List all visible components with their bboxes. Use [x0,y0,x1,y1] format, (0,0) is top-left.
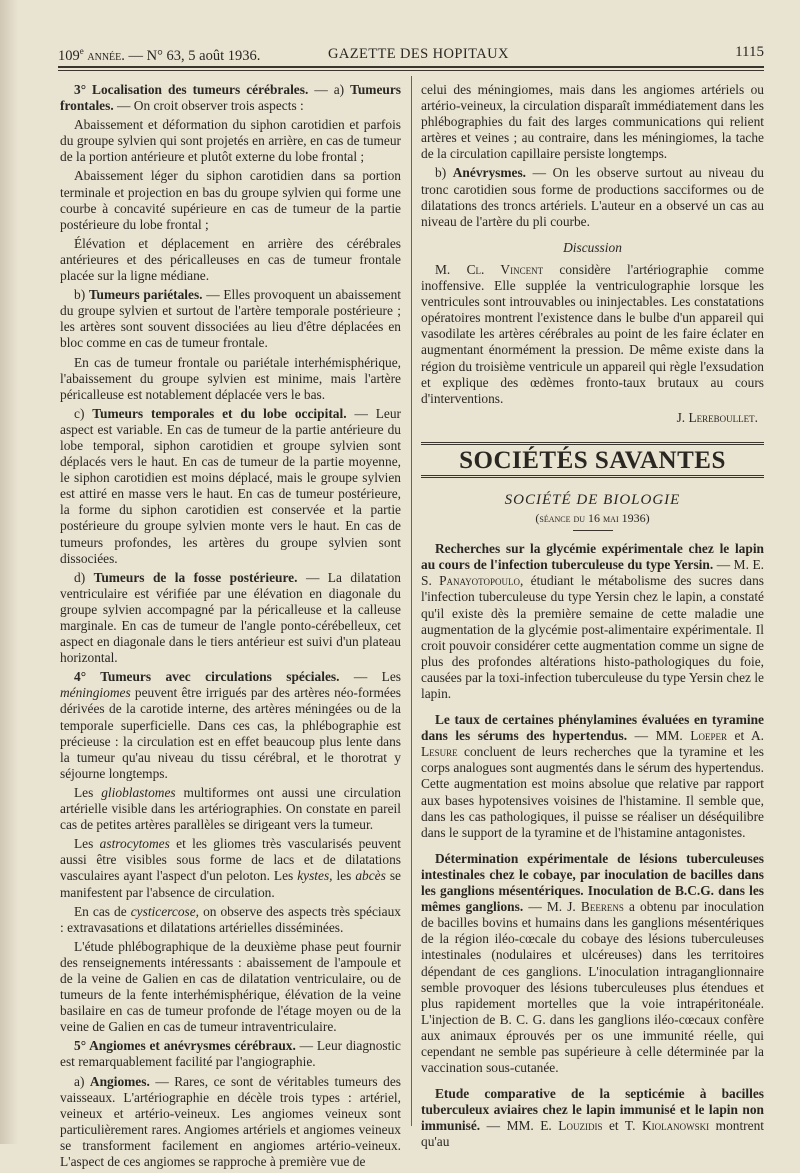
paragraph: En cas de cysticercose, on observe des aspects très spéciaux : extravasations et dilatations artérielles disséminées. [60,903,401,935]
paragraph: L'étude phlébographique de la deuxième phase peut fournir des renseignements intéressants : abaissement de l'ampoule et de la veine de Galien en cas de dilatation ventriculaire, ou de tumeurs de la fente interhémisphérique, élévation de la veine basilaire en cas de tumeur profonde de l'étage moyen ou de la veine de Galien en cas de tumeur intraventriculaire. [60,938,401,1035]
paragraph: Etude comparative de la septicémie à bacilles tuberculeux aviaires chez le lapin immunisé et le lapin non immunisé. — MM. E. Louzidis et T. Kiolanowski montrent qu'au [421,1086,765,1150]
paragraph: 3° Localisation des tumeurs cérébrales. — a) Tumeurs frontales. — On croit observer trois aspects : [60,82,401,114]
paragraph: 4° Tumeurs avec circulations spéciales. — Les méningiomes peuvent être irrigués par des artères néo-formées dérivées de la carotide interne, des artères méningées ou de la temporale superficielle. Dans ces cas, la phlébographie est précieuse : la circulation est en effet beaucoup plus lente dans la tumeur qu'au niveau du tissu cérébral, et le thorotrat y séjourne longtemps. [60,669,401,781]
paragraph: Abaissement et déformation du siphon carotidien et parfois du groupe sylvien qui sont projetés en arrière, en cas de tumeur de la portion antérieure et plutôt externe du lobe frontal ; [60,117,401,165]
page-number: 1115 [735,44,764,60]
paragraph: b) Tumeurs pariétales. — Elles provoquent un abaissement du groupe sylvien et surtout de l'artère temporale postérieure ; les artères sont souvent dissociées au lieu d'être déplacées en bloc comme en cas de tumeur frontale. [60,287,401,351]
society-title: SOCIÉTÉ DE BIOLOGIE [504,491,681,508]
paragraph: En cas de tumeur frontale ou pariétale interhémisphérique, l'abaissement du groupe sylvien est minime, mais l'artère péricalleuse est notablement déplacée vers le bas. [60,354,401,402]
header-rule-thin [58,70,764,71]
issue-info: 109e année. — N° 63, 5 août 1936. [58,46,261,64]
running-header [58,44,764,66]
paragraph: Élévation et déplacement en arrière des cérébrales antérieures et des péricalleuses en cas de tumeur frontale placée sur la ligne médiane. [60,235,401,284]
journal-title: GAZETTE DES HOPITAUX [328,46,509,62]
right-column [421,82,764,1154]
page-binding-shadow [0,0,18,1144]
section-banner [421,442,764,478]
paragraph: Les glioblastomes multiformes ont aussi une circulation artérielle visible dans les artériographies. On constate en pareil cas de petites artères parallèles se dirigeant vers la tumeur. [60,784,401,833]
banner-rule-bottom [421,475,764,478]
paragraph: d) Tumeurs de la fosse postérieure. — La dilatation ventriculaire est vérifiée par une élévation en diagonale du groupe sylvien accompagné par la péricalleuse et la calleuse marginale. En cas de tumeur de l'angle ponto-cérébelleux, cet aspect en diagonale dans le tiers antérieur est suivi d'un plateau horizontal. [60,569,401,666]
paragraph: 5° Angiomes et anévrysmes cérébraux. — Leur diagnostic est remarquablement facilité par l'angiographie. [60,1038,402,1070]
paragraph: Les astrocytomes et les gliomes très vascularisés peuvent aussi être visibles sous forme de lacs et de dilatations vasculaires ayant l'aspect d'un peloton. Les kystes, les abcès se manifestent par l'absence de circulation. [60,836,401,900]
paragraph: M. Cl. Vincent considère l'artériographie comme inoffensive. Elle supplée la ventriculographie lorsque les ventricules sont introuvables ou ininjectables. Les constatations opératoires montrent l'existence dans le bulbe d'un appareil qui vasodilate les artères cérébrales au point de les faire éclater en augmentant énormément la pression. De même existe dans la région du troisième ventricule un appareil qui règle l'exsudation et explique des œdèmes fronto-taux brutaux au cours d'interventions. [421,261,764,406]
header-rule-thick [58,66,764,68]
short-divider [573,530,613,531]
paragraph: c) Tumeurs temporales et du lobe occipital. — Leur aspect est variable. En cas de tumeur de la partie antérieure du lobe temporal, siphon carotidien et groupe sylvien sont déplacés vers le haut. En cas de tumeur de la partie moyenne, le siphon carotidien est moins déplacé, mais le groupe sylvien est attiré en masse vers le haut. En cas de tumeur postérieure, la forme du siphon carotidien est conservée et la partie postérieure du groupe sylvien monte vers le haut. En cas de tumeurs profondes, les artères du groupe sylvien sont dissociées. [60,405,401,566]
author-signature: J. Lereboullet. [676,409,758,425]
paragraph: b) Anévrysmes. — On les observe surtout au niveau du tronc carotidien sous forme de productions sacciformes ou de dilatations des troncs artériels. L'auteur en a observé un cas au niveau de l'artère du pli courbe. [421,165,764,229]
paragraph: a) Angiomes. — Rares, ce sont de véritables tumeurs des vaisseaux. L'artériographie en décèle trois types : artériel, veineux et artério-veineux. Les angiomes veineux sont particulièrement rares. Angiomes artériels et angiomes veineux se transforment facilement en angiomes artério-veineux. L'aspect de ces angiomes se rapproche à première vue de [60,1073,401,1169]
paragraph: Détermination expérimentale de lésions tuberculeuses intestinales chez le cobaye, par inoculation de bacilles dans les ganglions mésentériques. Inoculation de B.C.G. dans les mêmes ganglions. — M. J. Beerens a obtenu par inoculation de bacilles bovins et humains dans les ganglions mésentériques de la région iléo-cœcale du cobaye des lésions tuberculeuses intestinales (nodulaires et ulcéreuses) dans les territoires dépendant de ces ganglions. L'inoculation intraganglionnaire semble provoquer des lésions tuberculeuses plus étendues et plus rapidement mortelles que la voie intrapéritonéale. L'injection de B. C. G. dans les ganglions iléo-cœcaux confère aux animaux éprouvés per os une immunité réelle, qui cependant ne semble pas supérieure à celle déterminée par la vaccination sous-cutanée. [421,850,765,1076]
left-column [60,82,401,1173]
column-divider [411,76,412,1126]
paragraph: Recherches sur la glycémie expérimentale chez le lapin au cours de l'infection tuberculeuse du type Yersin. — M. E. S. Panayotopoulo, étudiant le métabolisme des sucres dans l'infection tuberculeuse du type Yersin chez le lapin, a constaté qu'il existe dès la première semaine de cette maladie une augmentation de la glycémie post-alimentaire expérimentale. Il croit pouvoir considérer cette augmentation comme un signe de plus des profondes altérations histo-pathologiques du foie, causées par la toxi-infection tuberculeuse du type Yersin chez le lapin. [421,541,764,701]
session-date: (séance du 16 mai 1936) [535,511,650,526]
paragraph: Le taux de certaines phénylamines évaluées en tyramine dans les sérums des hypertendus. — MM. Loeper et A. Lesure concluent de leurs recherches que la tyramine et les corps analogues sont augmentés dans le sérum des hypertendus. Cette augmentation est moins absolue que relative par rapport aux bases hypotensives voisines de l'histamine. Il semble que, dans les cas pathologiques, il puisse se réaliser un déséquilibre dans le support de la tyramine et de l'histamine antagonistes. [421,712,765,840]
discussion-heading: Discussion [563,239,622,255]
banner-title: SOCIÉTÉS SAVANTES [459,446,726,474]
paragraph: Abaissement léger du siphon carotidien dans sa portion terminale et projection en bas du groupe sylvien qui forme une courbe à concavité supérieure en cas de tumeur de la partie postérieure du lobe frontal ; [60,168,401,232]
paragraph: celui des méningiomes, mais dans les angiomes artériels ou artério-veineux, la circulation disparaît immédiatement dans les phlébographies du fait des larges communications qui relient artères et veines ; au contraire, dans les méningiomes, la tache de la circulation capillaire persiste longtemps. [421,82,764,162]
